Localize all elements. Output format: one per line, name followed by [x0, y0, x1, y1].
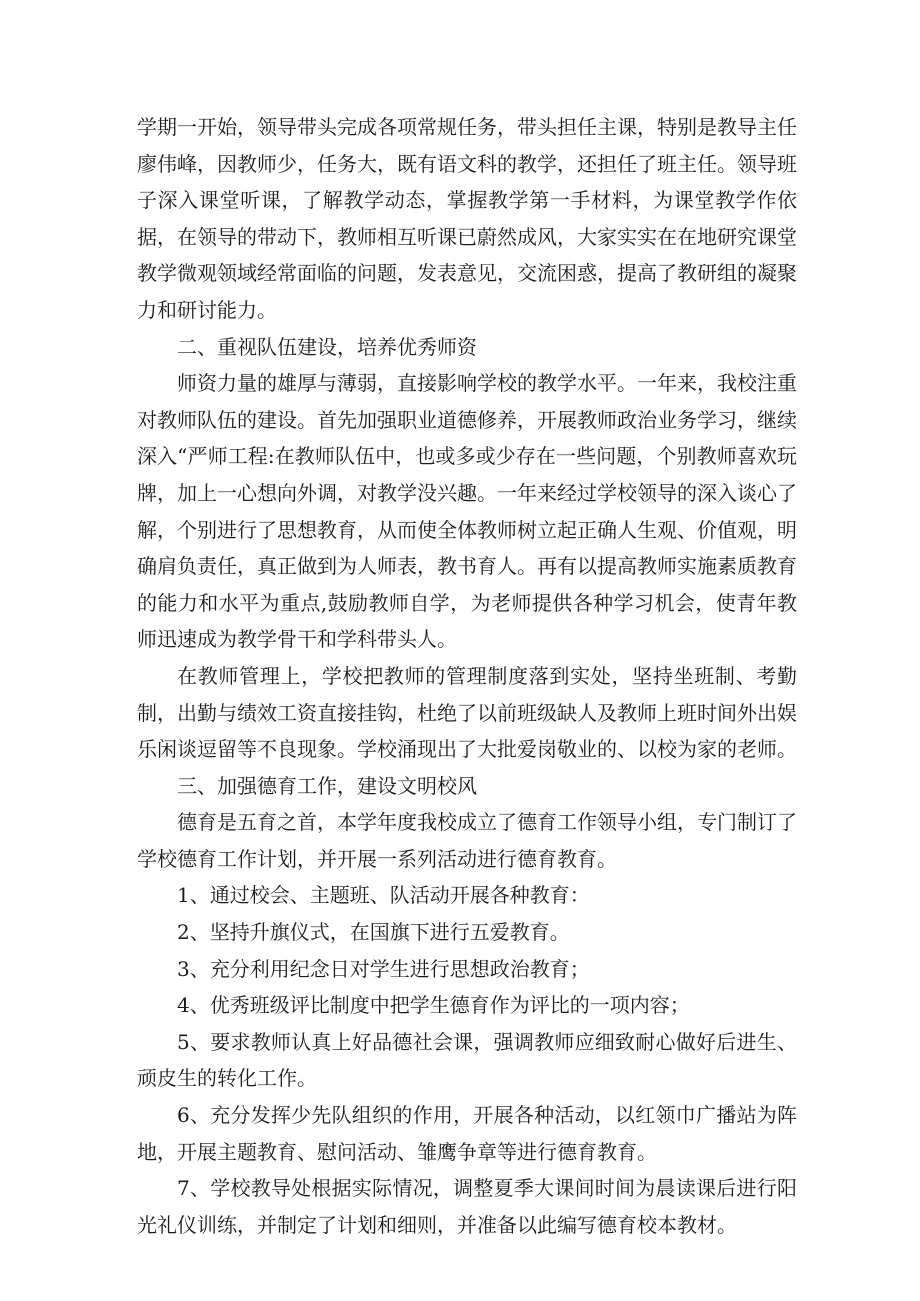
- paragraph-teacher-management: 在教师管理上，学校把教师的管理制度落到实处，坚持坐班制、考勤制，出勤与绩效工资直接挂钩，杜绝了以前班级缺人及教师上班时间外出娱乐闲谈逗留等不良现象。学校涌现出了大批爱岗敬业的、以校为家的老师。: [137, 663, 797, 762]
- list-item-3: 3、充分利用纪念日对学生进行思想政治教育；: [177, 956, 590, 981]
- list-item-7: 7、学校教导处根据实际情况，调整夏季大课间时间为晨读课后进行阳光礼仪训练，并制定了计划和细则，并准备以此编写德育校本教材。: [137, 1176, 797, 1237]
- list-item-2: 2、坚持升旗仪式，在国旗下进行五爱教育。: [177, 920, 570, 945]
- list-item-4: 4、优秀班级评比制度中把学生德育作为评比的一项内容；: [177, 993, 690, 1018]
- paragraph-teacher-team: 师资力量的雄厚与薄弱，直接影响学校的教学水平。一年来，我校注重对教师队伍的建设。首先加强职业道德修养，开展教师政治业务学习，继续深入“严师工程:在教师队伍中，也或多或少存在一些问题，个别教师喜欢玩牌，加上一心想向外调，对教学没兴趣。一年来经过学校领导的深入谈心了解，个别进行了思想教育，从而使全体教师树立起正确人生观、价值观，明确肩负责任，真正做到为人师表，教书育人。再有以提高教师实施素质教育的能力和水平为重点,鼓励教师自学，为老师提供各种学习机会，使青年教师迅速成为教学骨干和学科带头人。: [137, 371, 797, 652]
- section-heading-3: 三、加强德育工作，建设文明校风: [177, 773, 477, 798]
- paragraph-leadership: 学期一开始，领导带头完成各项常规任务，带头担任主课，特别是教导主任廖伟峰，因教师少，任务大，既有语文科的教学，还担任了班主任。领导班子深入课堂听课，了解教学动态，掌握教学第一手材料，为课堂教学作依据，在领导的带动下，教师相互听课已蔚然成风，大家实实在在地研究课堂教学微观领域经常面临的问题，发表意见，交流困惑，提高了教研组的凝聚力和研讨能力。: [137, 115, 797, 322]
- list-item-5: 5、要求教师认真上好品德社会课，强调教师应细致耐心做好后进生、顽皮生的转化工作。: [137, 1029, 797, 1091]
- document-body: [137, 109, 797, 1243]
- list-item-6: 6、充分发挥少先队组织的作用，开展各种活动，以红领巾广播站为阵地，开展主题教育、慰问活动、雏鹰争章等进行德育教育。: [137, 1103, 797, 1164]
- section-heading-2: 二、重视队伍建设，培养优秀师资: [177, 334, 477, 359]
- paragraph-moral-education: 德育是五育之首，本学年度我校成立了德育工作领导小组，专门制订了学校德育工作计划，并开展一系列活动进行德育教育。: [137, 810, 797, 871]
- list-item-1: 1、通过校会、主题班、队活动开展各种教育：: [177, 883, 590, 908]
